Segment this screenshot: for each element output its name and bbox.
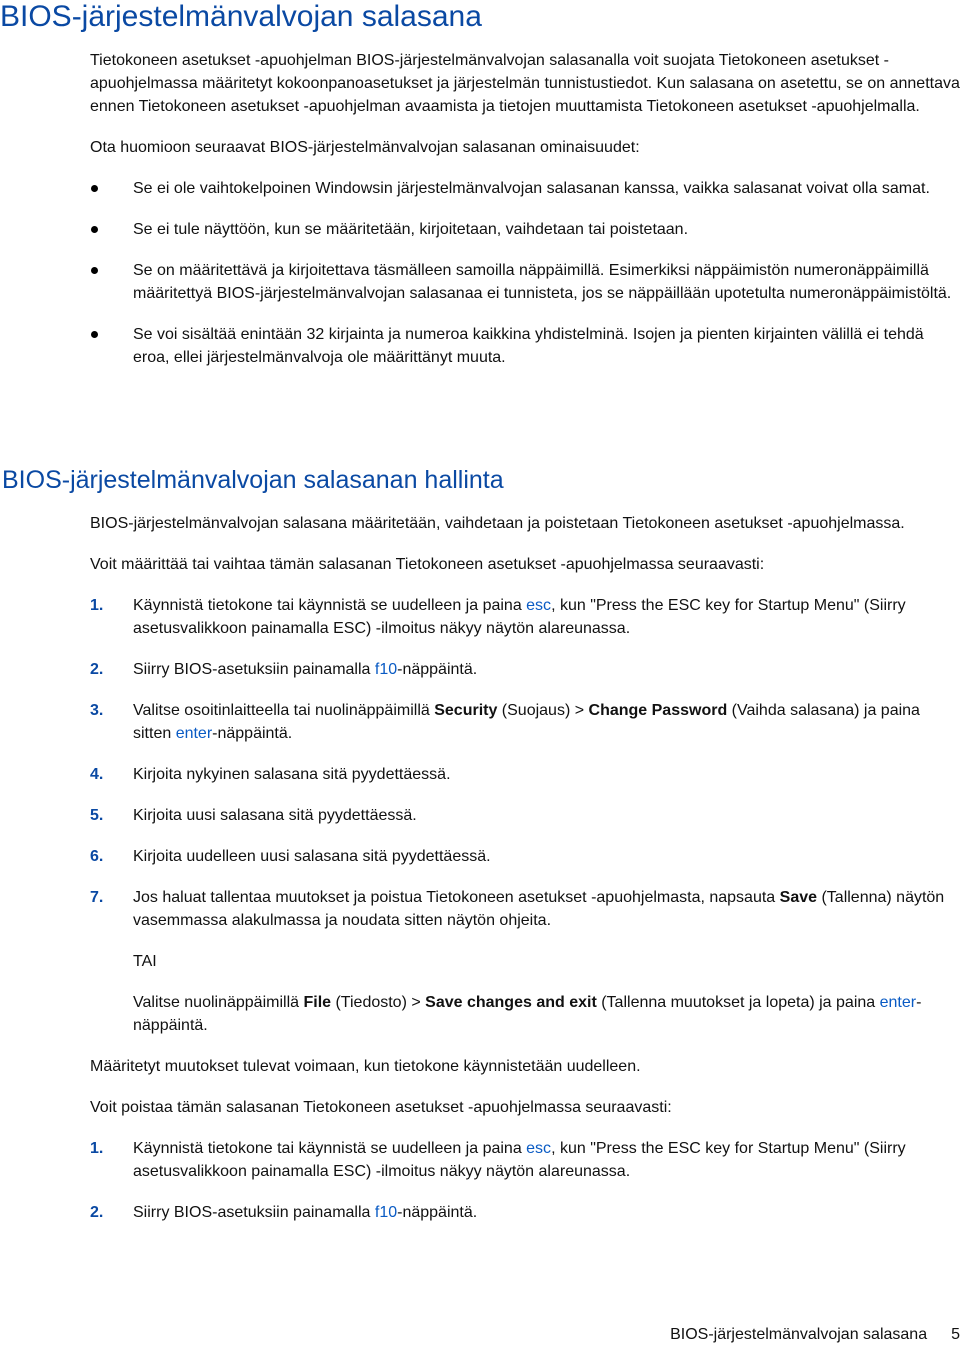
step-number: 2. [90, 661, 104, 678]
key-name: enter [175, 725, 213, 742]
list-item-text: Se voi sisältää enintään 32 kirjainta ja numeroa kaikkina yhdistelminä. Isojen ja pienten kirjainten välillä ei tehdä eroa, ellei järjestelmänvalvoja ole määrittänyt muuta. [133, 326, 924, 366]
step-item [90, 886, 960, 1037]
step-number: 1. [90, 1140, 104, 1157]
or-label: TAI [133, 953, 157, 970]
step-number: 4. [90, 766, 104, 783]
intro-paragraph: Tietokoneen asetukset -apuohjelman BIOS-järjestelmänvalvojan salasanalla voit suojata Tietokoneen asetukset -apuohjelmassa määritetyt kokoonpanoasetukset ja järjestelmän tunnistustiedot. Kun salasana on asetettu, se on annettava ennen Tietokoneen asetukset -apuohjelman avaamista ja tietojen muuttamista Tietokoneen asetukset -apuohjelmalla. [90, 52, 960, 115]
remove-intro: Voit poistaa tämän salasanan Tietokoneen asetukset -apuohjelmassa seuraavasti: [90, 1099, 672, 1116]
list-item-text: Se on määritettävä ja kirjoitettava täsmälleen samoilla näppäimillä. Esimerkiksi näppäimistön numeronäppäimillä määritettyä BIOS-järjestelmänvalvojan salasanaa ei tunnisteta, jos se näppäillään upotetulta numeronäppäimistöltä. [133, 262, 952, 302]
page-footer [600, 1325, 960, 1345]
step-item: 6. Kirjoita uudelleen uusi salasana sitä pyydettäessä. [90, 845, 960, 868]
list-item-text: Se ei tule näyttöön, kun se määritetään, kirjoitetaan, vaihdetaan tai poistetaan. [133, 221, 689, 238]
bullet-icon [91, 267, 98, 274]
section-heading: BIOS-järjestelmänvalvojan salasanan hallinta [2, 466, 504, 494]
step-text: Jos haluat tallentaa muutokset ja poistua Tietokoneen asetukset -apuohjelmasta, napsauta Save (Tallenna) näytön vasemmassa alakulmassa ja noudata sitten näytön ohjeita. [133, 889, 945, 929]
manage-paragraph: BIOS-järjestelmänvalvojan salasana määritetään, vaihdetaan ja poistetaan Tietokoneen asetukset -apuohjelmassa. [90, 515, 905, 532]
list-item [90, 323, 960, 369]
step-text: Valitse nuolinäppäimillä File (Tiedosto) > Save changes and exit (Tallenna muutokset ja lopeta) ja paina enter-näppäintä. [133, 994, 922, 1034]
menu-name: Save changes and exit [425, 994, 597, 1011]
step-item: 2. Siirry BIOS-asetuksiin painamalla f10-näppäintä. [90, 658, 960, 681]
section2-content [90, 512, 960, 1242]
remove-password-steps [90, 1137, 960, 1224]
list-item [90, 259, 960, 305]
menu-name: Change Password [588, 702, 728, 719]
section1-content [90, 49, 960, 387]
bullet-icon [91, 331, 98, 338]
properties-list [90, 177, 960, 369]
key-name: f10 [374, 661, 398, 678]
menu-name: File [303, 994, 332, 1011]
step-item: 4. Kirjoita nykyinen salasana sitä pyydettäessä. [90, 763, 960, 786]
list-item-text: Se ei ole vaihtokelpoinen Windowsin järjestelmänvalvojan salasanan kanssa, vaikka salasanat voivat olla samat. [133, 180, 930, 197]
step-item: 1. Käynnistä tietokone tai käynnistä se uudelleen ja paina esc, kun "Press the ESC key for Startup Menu" (Siirry asetusvalikkoon painamalla ESC) -ilmoitus näkyy näytön alareunassa. [90, 1137, 960, 1183]
key-name: esc [526, 597, 552, 614]
step-item: 2. Siirry BIOS-asetuksiin painamalla f10-näppäintä. [90, 1201, 960, 1224]
key-name: f10 [374, 1204, 398, 1221]
page-number: 5 [951, 1326, 960, 1343]
page-title: BIOS-järjestelmänvalvojan salasana [0, 0, 482, 33]
footer-title: BIOS-järjestelmänvalvojan salasana [670, 1326, 928, 1343]
properties-intro: Ota huomioon seuraavat BIOS-järjestelmänvalvojan salasanan ominaisuudet: [90, 139, 640, 156]
menu-name: Save [779, 889, 818, 906]
list-item [90, 177, 960, 200]
list-item [90, 218, 960, 241]
bullet-icon [91, 226, 98, 233]
key-name: esc [526, 1140, 552, 1157]
changes-note: Määritetyt muutokset tulevat voimaan, kun tietokone käynnistetään uudelleen. [90, 1058, 641, 1075]
set-password-steps [90, 594, 960, 1037]
step-number: 1. [90, 597, 104, 614]
set-intro: Voit määrittää tai vaihtaa tämän salasanan Tietokoneen asetukset -apuohjelmassa seuraavasti: [90, 556, 765, 573]
step-number: 5. [90, 807, 104, 824]
step-number: 7. [90, 889, 104, 906]
step-item: 1. Käynnistä tietokone tai käynnistä se uudelleen ja paina esc, kun "Press the ESC key for Startup Menu" (Siirry asetusvalikkoon painamalla ESC) -ilmoitus näkyy näytön alareunassa. [90, 594, 960, 640]
step-number: 3. [90, 702, 104, 719]
menu-name: Security [434, 702, 498, 719]
step-number: 6. [90, 848, 104, 865]
step-item: 5. Kirjoita uusi salasana sitä pyydettäessä. [90, 804, 960, 827]
key-name: enter [879, 994, 917, 1011]
step-item: 3. Valitse osoitinlaitteella tai nuolinäppäimillä Security (Suojaus) > Change Password (Vaihda salasana) ja paina sitten enter-näppäintä. [90, 699, 960, 745]
step-number: 2. [90, 1204, 104, 1221]
bullet-icon [91, 185, 98, 192]
